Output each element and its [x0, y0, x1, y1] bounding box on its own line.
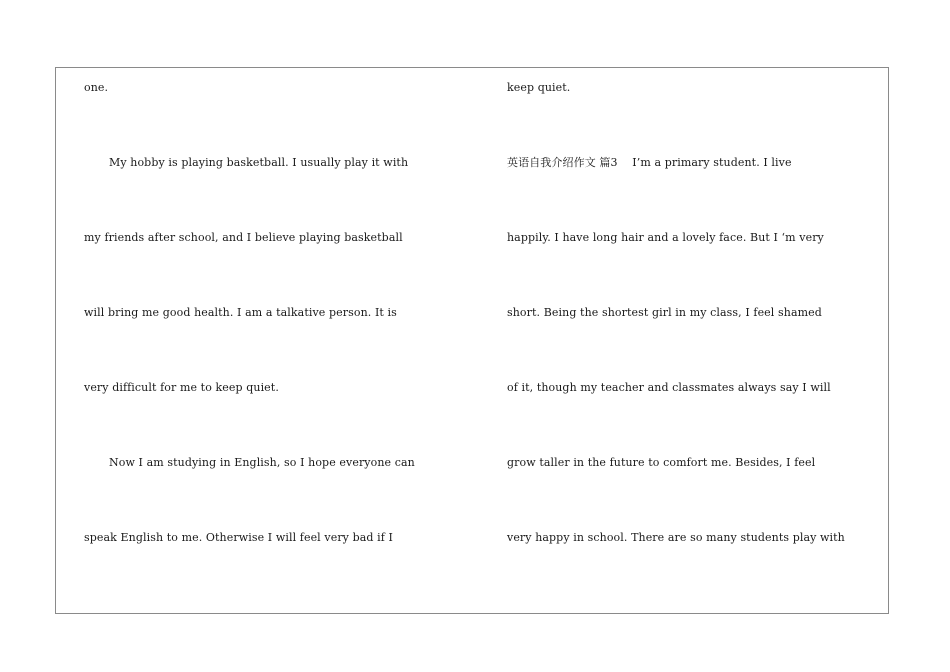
- text-line: speak English to me. Otherwise I will feel very bad if I: [84, 531, 393, 544]
- text-line: one.: [84, 81, 109, 94]
- text-line: keep quiet.: [507, 81, 571, 94]
- text-line: of it, though my teacher and classmates always say I will: [507, 381, 831, 394]
- text-line: very happy in school. There are so many students play with: [507, 531, 845, 544]
- text-line: my friends after school, and I believe playing basketball: [84, 231, 403, 244]
- text-line: short. Being the shortest girl in my class, I feel shamed: [507, 306, 822, 319]
- text-line: My hobby is playing basketball. I usually play it with: [109, 156, 409, 169]
- text-line: grow taller in the future to comfort me. Besides, I feel: [507, 456, 816, 469]
- text-line: Now I am studying in English, so I hope everyone can: [109, 456, 415, 469]
- text-line: will bring me good health. I am a talkative person. It is: [84, 306, 397, 319]
- text-line: 英语自我介绍作文 篇3 I’m a primary student. I live: [507, 156, 792, 169]
- text-line: happily. I have long hair and a lovely face. But I ‘m very: [507, 231, 824, 244]
- text-line: very difficult for me to keep quiet.: [84, 381, 279, 394]
